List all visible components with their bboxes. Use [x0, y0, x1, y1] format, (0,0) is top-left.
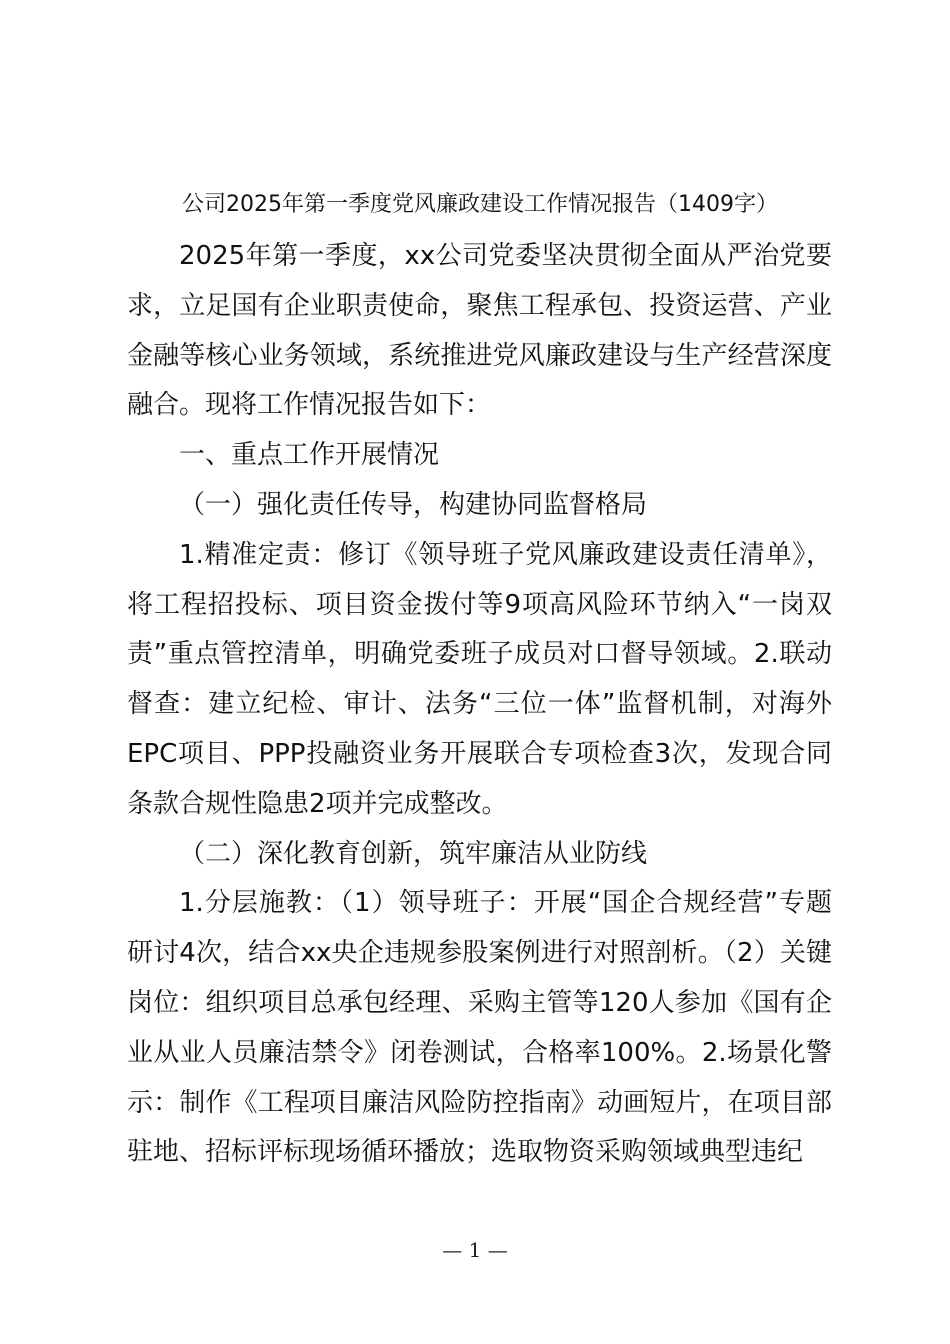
body-paragraph-1: 1.精准定责：修订《领导班子党风廉政建设责任清单》，将工程招投标、项目资金拨付等9项高风险环节纳入“一岗双责”重点管控清单，明确党委班子成员对口督导领域。2.联动督查：建立纪检、审计、法务“三位一体”监督机制，对海外EPC项目、PPP投融资业务开展联合专项检查3次，发现合同条款合规性隐患2项并完成整改。 [127, 539, 832, 819]
document-title: 公司2025年第一季度党风廉政建设工作情况报告（1409字） [182, 192, 778, 217]
section-heading-1: 一、重点工作开展情况 [179, 440, 440, 471]
document-body [127, 232, 832, 1178]
body-paragraph-2: 1.分层施教：（1）领导班子：开展“国企合规经营”专题研讨4次，结合xx央企违规参股案例进行对照剖析。（2）关键岗位：组织项目总承包经理、采购主管等120人参加《国有企业从业人员廉洁禁令》闭卷测试，合格率100%。2.场景化警示：制作《工程项目廉洁风险防控指南》动画短片，在项目部驻地、招标评标现场循环播放；选取物资采购领域典型违纪 [127, 888, 832, 1168]
page-number: — 1 — [442, 1238, 508, 1262]
intro-paragraph: 2025年第一季度，xx公司党委坚决贯彻全面从严治党要求，立足国有企业职责使命，聚焦工程承包、投资运营、产业金融等核心业务领域，系统推进党风廉政建设与生产经营深度融合。现将工作情况报告如下： [127, 241, 832, 421]
subsection-heading-2: （二）深化教育创新，筑牢廉洁从业防线 [179, 838, 648, 869]
subsection-heading-1: （一）强化责任传导，构建协同监督格局 [179, 489, 648, 520]
